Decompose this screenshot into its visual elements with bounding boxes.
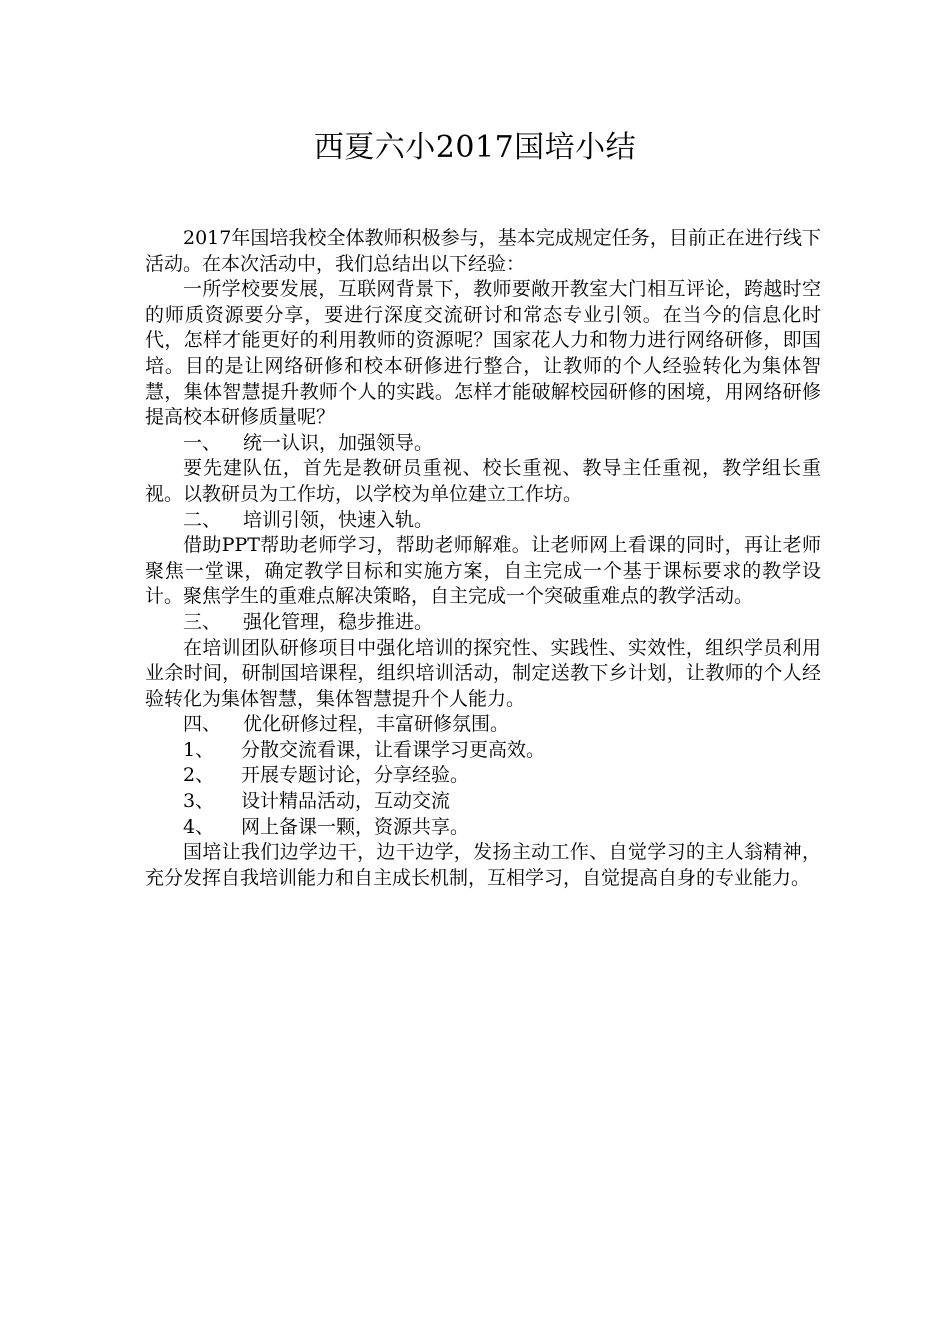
sub-item <box>145 815 821 841</box>
section-heading-4 <box>145 712 821 738</box>
section-heading-2 <box>145 508 821 534</box>
conclusion-paragraph: 国培让我们边学边干，边干边学，发扬主动工作、自觉学习的主人翁精神，充分发挥自我培训能力和自主成长机制，互相学习，自觉提高自身的专业能力。 <box>145 841 821 889</box>
sub-item-number: 3、 <box>183 790 215 813</box>
sub-item-number: 4、 <box>183 815 215 838</box>
section-heading-3 <box>145 610 821 636</box>
section-heading-1 <box>145 431 821 457</box>
sub-item-text: 设计精品活动，互动交流 <box>241 790 451 813</box>
document-title: 西夏六小2017国培小结 <box>313 130 637 165</box>
sub-item-text: 开展专题讨论，分享经验。 <box>241 764 470 787</box>
section-heading-text: 统一认识，加强领导。 <box>243 431 434 454</box>
sub-item-number: 1、 <box>183 738 215 761</box>
sub-item <box>145 738 821 764</box>
section-number: 四、 <box>183 713 222 736</box>
section-heading-text: 强化管理，稳步推进。 <box>243 610 434 633</box>
section-paragraph-3: 在培训团队研修项目中强化培训的探究性、实践性、实效性，组织学员利用业余时间，研制国培课程，组织培训活动，制定送教下乡计划，让教师的个人经验转化为集体智慧，集体智慧提升个人能力。 <box>145 636 821 710</box>
sub-item <box>145 789 821 815</box>
section-heading-text: 培训引领，快速入轨。 <box>243 508 434 531</box>
section-number: 一、 <box>183 431 222 454</box>
section-paragraph-2: 借助PPT帮助老师学习，帮助老师解难。让老师网上看课的同时，再让老师聚焦一堂课，确定教学目标和实施方案，自主完成一个基于课标要求的教学设计。聚焦学生的重难点解决策略，自主完成一个突破重难点的教学活动。 <box>145 534 821 608</box>
sub-item-text: 分散交流看课，让看课学习更高效。 <box>241 738 546 761</box>
document-body <box>145 226 821 891</box>
intro-paragraph: 2017年国培我校全体教师积极参与，基本完成规定任务，目前正在进行线下活动。在本次活动中，我们总结出以下经验： <box>145 227 821 275</box>
sub-item-number: 2、 <box>183 764 215 787</box>
section-number: 三、 <box>183 610 222 633</box>
sub-item <box>145 763 821 789</box>
section-paragraph-1: 要先建队伍，首先是教研员重视、校长重视、教导主任重视，教学组长重视。以教研员为工作坊，以学校为单位建立工作坊。 <box>145 457 821 505</box>
section-heading-text: 优化研修过程，丰富研修氛围。 <box>243 713 510 736</box>
sub-item-text: 网上备课一颗，资源共享。 <box>241 815 470 838</box>
section-number: 二、 <box>183 508 222 531</box>
background-paragraph: 一所学校要发展，互联网背景下，教师要敞开教室大门相互评论，跨越时空的师质资源要分享，要进行深度交流研讨和常态专业引领。在当今的信息化时代，怎样才能更好的利用教师的资源呢？国家花人力和物力进行网络研修，即国培。目的是让网络研修和校本研修进行整合，让教师的个人经验转化为集体智慧，集体智慧提升教师个人的实践。怎样才能破解校园研修的困境，用网络研修提高校本研修质量呢？ <box>145 278 821 429</box>
